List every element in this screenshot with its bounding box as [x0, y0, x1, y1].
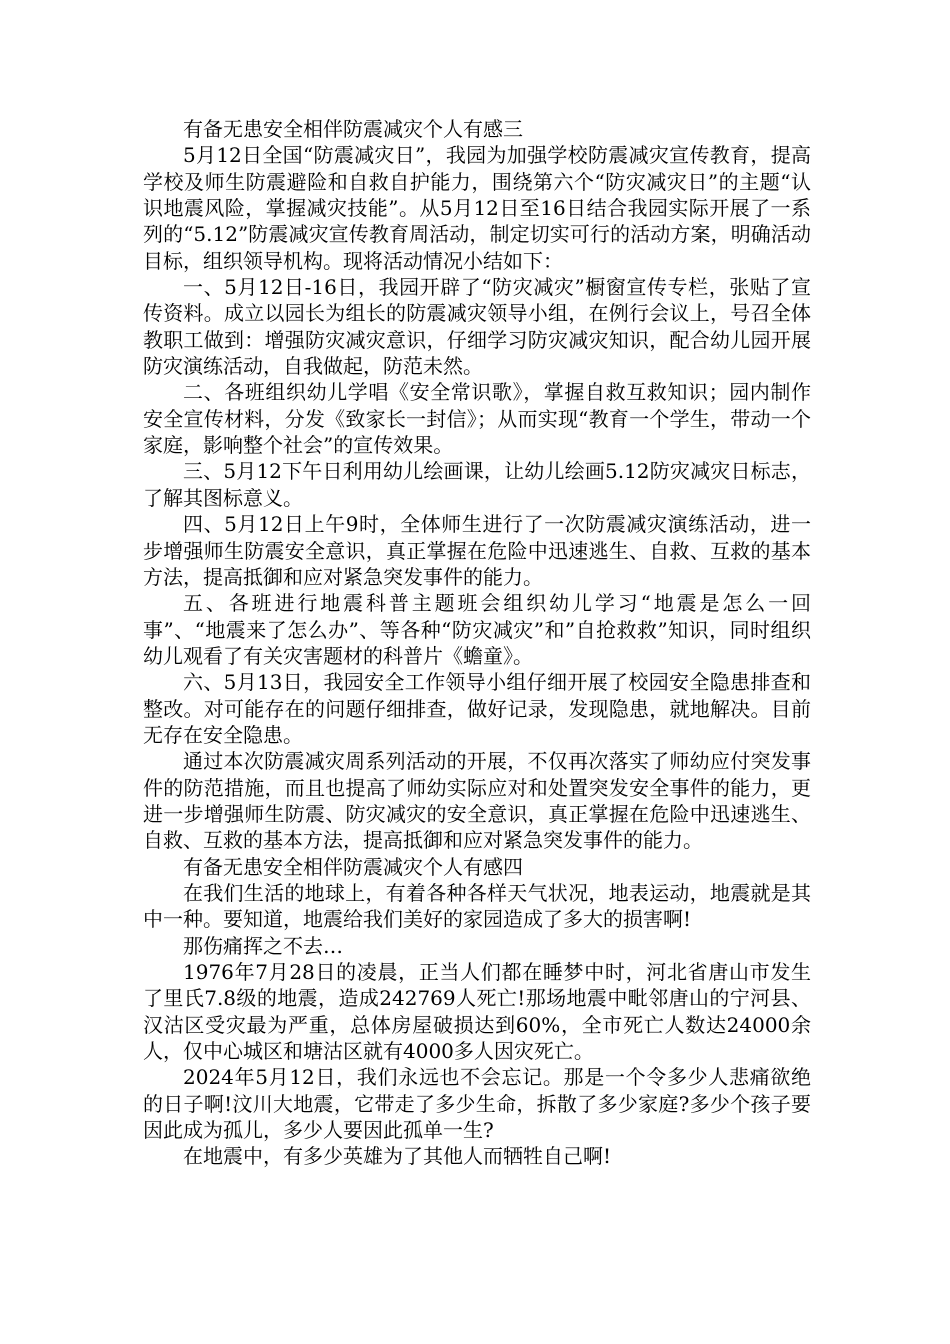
paragraph: 通过本次防震减灾周系列活动的开展，不仅再次落实了师幼应付突发事件的防范措施，而且也提高了师幼实际应对和处置突发安全事件的能力，更进一步增强师生防震、防灾减灾的安全意识，真正掌握在危险中迅速逃生、自救、互救的基本方法，提高抵御和应对紧急突发事件的能力。 [143, 749, 811, 853]
paragraph: 5月12日全国“防震减灾日”，我园为加强学校防震减灾宣传教育，提高学校及师生防震避险和自救自护能力，围绕第六个“防灾减灾日”的主题“认识地震风险，掌握减灾技能”。从5月12日至16日结合我园实际开展了一系列的“5.12”防震减灾宣传教育周活动，制定切实可行的活动方案，明确活动目标，组织领导机构。现将活动情况小结如下： [143, 143, 811, 273]
paragraph: 2024年5月12日，我们永远也不会忘记。那是一个令多少人悲痛欲绝的日子啊!汶川大地震，它带走了多少生命，拆散了多少家庭?多少个孩子要因此成为孤儿，多少人要因此孤单一生? [143, 1065, 811, 1143]
paragraph: 六、5月13日，我园安全工作领导小组仔细开展了校园安全隐患排查和整改。对可能存在的问题仔细排查，做好记录，发现隐患，就地解决。目前无存在安全隐患。 [143, 670, 811, 747]
paragraph: 1976年7月28日的凌晨，正当人们都在睡梦中时，河北省唐山市发生了里氏7.8级的地震，造成242769人死亡!那场地震中毗邻唐山的宁河县、汉沽区受灾最为严重，总体房屋破损达到60%，全市死亡人数达24000余人，仅中心城区和塘沽区就有4000多人因灾死亡。 [143, 960, 811, 1064]
section-title: 有备无患安全相伴防震减灾个人有感三 [183, 117, 523, 141]
document-body [143, 116, 811, 1170]
paragraph: 那伤痛挥之不去… [183, 933, 343, 958]
paragraph: 在地震中，有多少英雄为了其他人而牺牲自己啊! [183, 1144, 612, 1169]
paragraph: 在我们生活的地球上，有着各种各样天气状况，地表运动，地震就是其中一种。要知道，地震给我们美好的家园造成了多大的损害啊! [143, 880, 811, 932]
paragraph: 二、各班组织幼儿学唱《安全常识歌》，掌握自救互救知识；园内制作安全宣传材料，分发《致家长一封信》；从而实现“教育一个学生，带动一个家庭，影响整个社会”的宣传效果。 [143, 380, 811, 458]
paragraph: 五、各班进行地震科普主题班会组织幼儿学习“地震是怎么一回事”、“地震来了怎么办”、等各种“防灾减灾”和”自抢救救”知识，同时组织幼儿观看了有关灾害题材的科普片《蟾童》。 [143, 591, 811, 668]
paragraph: 四、5月12日上午9时，全体师生进行了一次防震减灾演练活动，进一步增强师生防震安全意识，真正掌握在危险中迅速逃生、自救、互救的基本方法，提高抵御和应对紧急突发事件的能力。 [143, 512, 811, 589]
section-title: 有备无患安全相伴防震减灾个人有感四 [183, 854, 523, 879]
paragraph: 一、5月12日-16日，我园开辟了“防灾减灾”橱窗宣传专栏，张贴了宣传资料。成立以园长为组长的防震减灾领导小组，在例行会议上，号召全体教职工做到：增强防灾减灾意识，仔细学习防灾减灾知识，配合幼儿园开展防灾演练活动，自我做起，防范未然。 [143, 275, 811, 379]
paragraph: 三、5月12下午日利用幼儿绘画课，让幼儿绘画5.12防灾减灾日标志，了解其图标意义。 [143, 459, 811, 510]
